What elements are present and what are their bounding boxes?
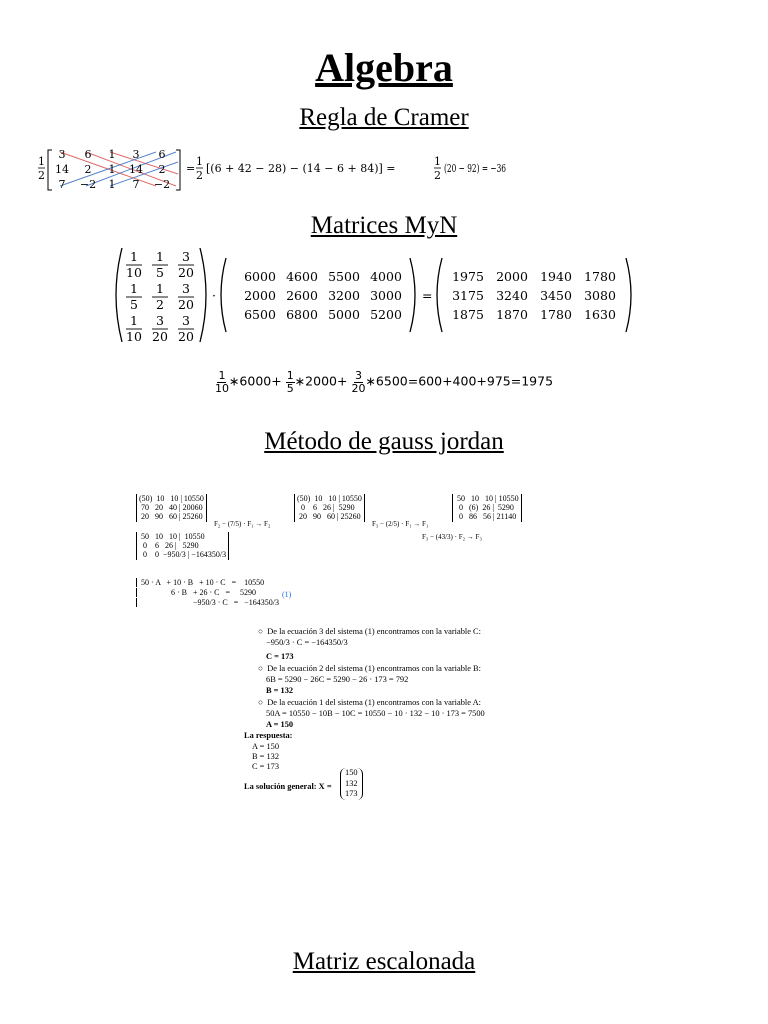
matrix-a-num: 3 [156, 313, 164, 328]
cramer-cell: 2 [84, 163, 92, 176]
matrix-a-den: 20 [178, 265, 194, 280]
section-heading-escalonada: Matriz escalonada [292, 948, 476, 975]
op-step-2: F₃ − (2/5) · F₁ → F₁ [372, 520, 429, 528]
matrix-a-num: 1 [156, 249, 164, 264]
matrix-c-cell: 2000 [496, 269, 528, 284]
matrix-c-cell: 3240 [496, 288, 528, 303]
matrix-c-cell: 1940 [540, 269, 572, 284]
cramer-half-num: 1 [196, 155, 203, 168]
cramer-cell: 6 [158, 148, 166, 161]
matrix-a-num: 3 [182, 249, 190, 264]
cramer-cell: −2 [79, 178, 97, 191]
matrix-b-cell: 5000 [328, 307, 360, 322]
cramer-cell: 2 [158, 163, 166, 176]
cramer-half2-den: 2 [434, 169, 441, 182]
matrix-c-cell: 1780 [584, 269, 616, 284]
cramer-cell: 7 [132, 178, 140, 191]
matrix-c-cell: 3450 [540, 288, 572, 303]
matrix-a-den: 5 [156, 265, 164, 280]
matrix-c-cell: 3080 [584, 288, 616, 303]
dot-operator: · [212, 288, 216, 303]
cramer-cell: 6 [84, 148, 92, 161]
cramer-cell: 3 [132, 148, 140, 161]
matrix-a-den: 10 [126, 329, 142, 344]
matrix-b-cell: 4000 [370, 269, 402, 284]
matrix-b-cell: 5500 [328, 269, 360, 284]
cramer-half-den: 2 [196, 169, 203, 182]
matrix-step-2: (50) 10 10 | 10550 0 6 26 | 5290 20 90 60 | 25260 [294, 494, 365, 522]
cramer-cell: 1 [108, 163, 116, 176]
matrix-b-cell: 5200 [370, 307, 402, 322]
cramer-cell: 1 [108, 178, 116, 191]
matrix-c-cell: 1870 [496, 307, 528, 322]
answer-c: C = 173 [252, 762, 280, 771]
matrix-b-cell: 2600 [286, 288, 318, 303]
matrix-b-cell: 6800 [286, 307, 318, 322]
matrix-c-cell: 3175 [452, 288, 484, 303]
cramer-cell: 14 [55, 163, 69, 176]
matrix-b-cell: 3200 [328, 288, 360, 303]
general-solution-label: La solución general: X = [244, 782, 332, 791]
op-step-1: F₂ − (7/5) · F₁ → F₂ [214, 520, 271, 528]
system-eq-3: −950/3 · C = −164350/3 [136, 598, 279, 607]
matrix-b-cell: 6000 [244, 269, 276, 284]
matrix-a-den: 20 [152, 329, 168, 344]
cramer-half2-num: 1 [434, 155, 441, 168]
answer-heading: La respuesta: [244, 731, 293, 740]
matrix-a-den: 20 [178, 297, 194, 312]
cramer-figure [38, 146, 508, 194]
matrix-a-num: 3 [182, 313, 190, 328]
matrix-step-1: (50) 10 10 | 10550 70 20 40 | 20060 20 90 60 | 25260 [136, 494, 207, 522]
matrix-b-cell: 6500 [244, 307, 276, 322]
cramer-prefix-den: 2 [38, 169, 45, 182]
section-heading-cramer: Regla de Cramer [299, 104, 469, 131]
equals-operator: = [422, 288, 433, 303]
cramer-cell: 1 [108, 148, 116, 161]
cramer-cell: 7 [58, 178, 66, 191]
matrix-c-cell: 1630 [584, 307, 616, 322]
cramer-cell: −2 [153, 178, 171, 191]
page-title: Algebra [315, 45, 453, 90]
system-tag: (1) [282, 590, 292, 599]
bullet-2-result: B = 132 [266, 686, 294, 695]
cramer-prefix-num: 1 [38, 155, 45, 168]
answer-b: B = 132 [252, 752, 280, 761]
section-heading-matrices: Matrices MyN [310, 212, 458, 239]
matrix-a-den: 2 [156, 297, 164, 312]
system-eq-1: 50 · A + 10 · B + 10 · C = 10550 [136, 578, 264, 587]
bullet-2-eq: 6B = 5290 − 26C = 5290 − 26 · 173 = 792 [266, 675, 409, 684]
cramer-cell: 14 [129, 163, 143, 176]
matrix-step-4: 50 10 10 | 10550 0 6 26 | 5290 0 0 −950/3 | −164350/3 [136, 532, 229, 560]
bullet-3: ○ De la ecuación 1 del sistema (1) encontramos con la variable A: [258, 698, 481, 707]
cramer-cell: 3 [58, 148, 66, 161]
matrix-a-num: 1 [156, 281, 164, 296]
matrix-a-num: 3 [182, 281, 190, 296]
bullet-1-result: C = 173 [266, 652, 294, 661]
bullet-3-result: A = 150 [266, 720, 294, 729]
bullet-3-eq: 50A = 10550 − 10B − 10C = 10550 − 10 · 132 − 10 · 173 = 7500 [266, 709, 485, 718]
system-eq-2: 6 · B + 26 · C = 5290 [136, 588, 256, 597]
matrix-step-3: 50 10 10 | 10550 0 (6) 26 | 5290 0 86 56 | 21140 [452, 494, 522, 522]
matrix-c-cell: 1975 [452, 269, 484, 284]
matrix-a-den: 10 [126, 265, 142, 280]
answer-a: A = 150 [252, 742, 280, 751]
op-step-3: F₃ − (43/3) · F₂ → F₃ [422, 533, 482, 541]
cramer-eq: = [186, 162, 196, 175]
matrix-b-cell: 3000 [370, 288, 402, 303]
matrix-b-cell: 4600 [286, 269, 318, 284]
bullet-2: ○ De la ecuación 2 del sistema (1) encontramos con la variable B: [258, 664, 481, 673]
product-formula: $\frac{1}{10}$ ∗6000+ $\frac{1}{5}$ ∗2000+ $\frac{3}{20}$ ∗6500=600+400+975=1975 [214, 369, 554, 395]
matrix-b-cell: 2000 [244, 288, 276, 303]
matrix-a-den: 5 [130, 297, 138, 312]
general-solution-vector: 150 132 173 [340, 768, 363, 800]
matrix-a-num: 1 [130, 281, 138, 296]
cramer-rhs-1: [(6 + 42 − 28) − (14 − 6 + 84)] = [206, 162, 396, 175]
matrix-c-cell: 1780 [540, 307, 572, 322]
matrix-c-cell: 1875 [452, 307, 484, 322]
bullet-1: ○ De la ecuación 3 del sistema (1) encontramos con la variable C: [258, 627, 481, 636]
matrix-a-num: 1 [130, 313, 138, 328]
bullet-1-eq: −950/3 · C = −164350/3 [266, 638, 348, 647]
matrix-a-den: 20 [178, 329, 194, 344]
matrix-product-figure [108, 244, 640, 346]
section-heading-gauss: Método de gauss jordan [264, 428, 504, 455]
cramer-rhs-2: (20 − 92) = −36 [444, 162, 506, 175]
matrix-a-num: 1 [130, 249, 138, 264]
